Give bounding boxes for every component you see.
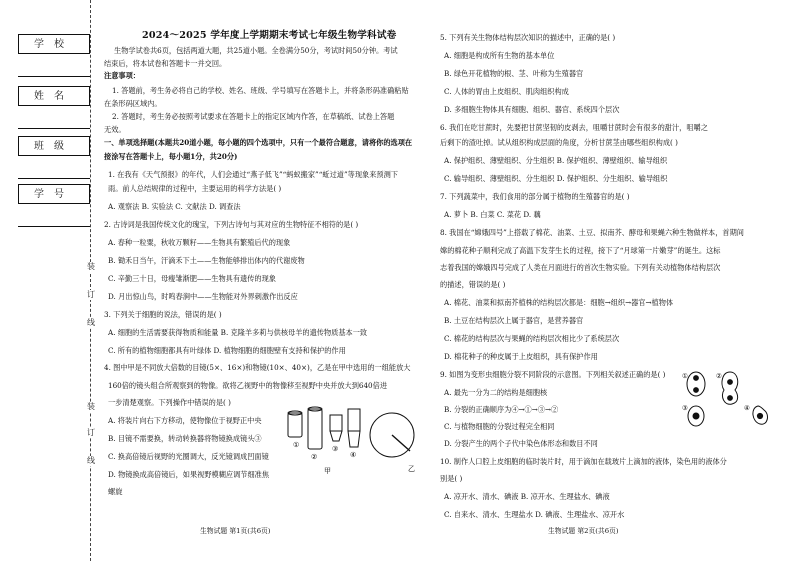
bind-word: 线 — [87, 456, 95, 465]
objective-long-icon — [348, 409, 360, 431]
notice-line: 在条形码区域内。 — [104, 99, 162, 108]
binding-dashed-line — [90, 0, 91, 561]
option-line: C. 辛勤三十日，母瘦雏渐肥——生物具有遗传的现象 — [108, 274, 276, 283]
figure-label: ② — [311, 453, 318, 461]
question-line: 1. 在我有《天气预报》的年代，人们会通过“燕子低飞”“蚂蚁搬家”“蚯过道”等现象来预测下 — [108, 170, 398, 179]
figure-label: ③ — [332, 445, 339, 453]
objective-short-icon — [330, 415, 342, 431]
bind-word: 装 — [87, 262, 95, 271]
question-line: 8. 我国在“嫦娥四号”上搭载了棉花、油菜、土豆、拟南芥、酵母和果蝇六种生物做样本，首期间 — [440, 228, 744, 237]
bind-word: 订 — [87, 428, 95, 437]
bind-word: 装 — [87, 402, 95, 411]
question-line: 5. 下列有关生物体结构层次知识的描述中，正确的是( ) — [440, 33, 616, 42]
option-line: C. 与植物细胞的分裂过程完全相同 — [444, 422, 555, 431]
figure-label: 乙 — [408, 465, 415, 473]
question-line: 9. 如图为变形虫细胞分裂不同阶段的示意图。下列相关叙述正确的是( ) — [440, 370, 666, 379]
bind-word: 线 — [87, 318, 95, 327]
student-id-write-line — [18, 226, 90, 227]
option-line: A. 春种一粒粟，秋收万颗籽——生物具有繁殖后代的现象 — [108, 238, 291, 247]
option-line: D. 棉花种子的种皮属于上皮组织，具有保护作用 — [444, 352, 598, 361]
question-line: 4. 图中甲是不同放大倍数的目镜(5×、16×)和物镜(10×、40×)，乙是在甲中选用的一组能放大 — [104, 363, 411, 372]
name-label: 姓名 — [18, 86, 90, 106]
option-line: B. 绿色开花植物的根、茎、叶称为生殖器官 — [444, 69, 584, 78]
question-line: 3. 下列关于细胞的说法，错误的是( ) — [104, 310, 222, 319]
page-footer: 生物试题 第2页(共6页) — [548, 527, 619, 535]
figure-label: ④ — [744, 404, 750, 412]
option-line: A. 萝卜 B. 白菜 C. 菜花 D. 藕 — [444, 210, 541, 219]
intro-line: 生物学试卷共6页，包括两道大题，共25道小题。全卷满分50分，考试时间50分钟。考试 — [114, 46, 398, 55]
question-line: 160倍的镜头组合所观察到的物像。欲将乙视野中的物像移至视野中央并放大到640倍进 — [108, 381, 388, 390]
school-label: 学校 — [18, 34, 90, 54]
figure-label: ④ — [350, 451, 357, 459]
question-line: 别是( ) — [440, 474, 463, 483]
option-line: B. 土豆在结构层次上属于器官，是营养器官 — [444, 316, 584, 325]
class-label: 班级 — [18, 136, 90, 156]
option-line: C. 棉花的结构层次与果蝇的结构层次相比少了系统层次 — [444, 334, 620, 343]
option-line: C. 换高倍镜后视野的光圈调大，反光镜调成凹面镜 — [108, 452, 269, 461]
option-line: B. 分裂的正确顺序为④→①→③→② — [444, 405, 559, 414]
question-line: 2. 古诗词是我国传统文化的瑰宝，下列古诗句与其对应的生物特征不相符的是( ) — [104, 220, 359, 229]
question-line: 雨。前人总结规律的过程中，主要运用的科学方法是( ) — [108, 184, 282, 193]
notice-line: 2. 答题时，考生务必按照考试要求在答题卡上的指定区域内作答，在草稿纸、试卷上答题 — [112, 112, 395, 121]
option-line: D. 多细胞生物体具有细胞、组织、器官、系统四个层次 — [444, 105, 620, 114]
option-line: A. 细胞是构成所有生物的基本单位 — [444, 51, 555, 60]
question-line: 一步清楚观察。下列操作中错误的是( ) — [108, 398, 231, 407]
notice-line: 1. 答题前，考生务必将自己的学校、姓名、班级、学号填写在答题卡上，并将条形码准确粘贴 — [112, 86, 409, 95]
figure-label: 甲 — [324, 467, 331, 475]
bind-word: 订 — [87, 290, 95, 299]
option-line: A. 细胞的生活需要获得物质和能量 B. 克隆羊多莉与供核母羊的遗传物质基本一致 — [108, 328, 368, 337]
page-footer: 生物试题 第1页(共6页) — [200, 527, 271, 535]
option-line: C. 所有的植物细胞都具有叶绿体 D. 植物细胞的细胞壁有支持和保护的作用 — [108, 346, 346, 355]
eyepiece-short-icon — [288, 413, 302, 437]
figure-label: ③ — [682, 404, 688, 412]
option-line: B. 目镜不需要换，转动转换器将物镜换成镜头③ — [108, 434, 262, 443]
option-line: D. 物镜换成高倍镜后，如果视野模糊应调节细准焦 — [108, 470, 270, 479]
section-heading: 一、单项选择题(本题共20道小题，每小题的四个选项中，只有一个最符合题意，请将你的选项在 — [104, 138, 413, 147]
option-line: A. 棉花、油菜和拟南芥植株的结构层次都是：细胞→组织→器官→植物体 — [444, 298, 674, 307]
option-line: A. 最先一分为二的结构是细胞核 — [444, 388, 548, 397]
question-line: 10. 制作人口腔上皮细胞的临时装片时，用于滴加在载玻片上滴加的液体，染色用的液体分 — [440, 457, 727, 466]
exam-title: 2024～2025 学年度上学期期末考试七年级生物学科试卷 — [142, 30, 397, 41]
exam-page-2 — [430, 0, 784, 561]
question-line: 志着我国的嫦娥四号完成了人类在月面进行的首次生物实验。下列有关动植物体结构层次 — [440, 263, 721, 272]
option-line: C. 输导组织、薄壁组织、分生组织 D. 保护组织、分生组织、输导组织 — [444, 174, 668, 183]
lens-figure — [284, 405, 420, 485]
binding-strip — [0, 0, 95, 561]
figure-label: ① — [682, 372, 688, 380]
figure-label: ② — [716, 372, 722, 380]
option-line: A. 保护组织、薄壁组织、分生组织 B. 保护组织、薄壁组织、输导组织 — [444, 156, 668, 165]
option-line: C. 人体的胃由上皮组织、肌肉组织构成 — [444, 87, 569, 96]
question-line: 嫦的棉花种子顺利完成了高温下发芽生长的过程，接下了“月球第一片嫩芽”的诞生。这标 — [440, 246, 721, 255]
option-line: B. 锄禾日当午，汗滴禾下土——生物能够排出体内的代谢废物 — [108, 256, 305, 265]
eyepiece-long-icon — [308, 409, 322, 449]
figure-label: ① — [293, 441, 300, 449]
school-write-line — [18, 76, 90, 77]
exam-page-1 — [104, 0, 422, 561]
option-line: A. 凉开水、清水、碘液 B. 凉开水、生理盐水、碘液 — [444, 492, 610, 501]
question-line: 后剩下的渣吐掉。试从组织构成层面的角度，分析甘蔗茎由哪些组织构成( ) — [440, 138, 678, 147]
option-line: C. 自来水、清水、生理盐水 D. 碘液、生理盐水、凉开水 — [444, 510, 625, 519]
class-write-line — [18, 178, 90, 179]
option-line: A. 观察法 B. 实验法 C. 文献法 D. 调查法 — [108, 202, 241, 211]
notice-title: 注意事项： — [104, 71, 140, 80]
section-heading: 接涂写在答题卡上，每小题1分，共20分) — [104, 152, 238, 161]
amoeba-division-figure — [680, 366, 772, 434]
question-line: 7. 下列蔬菜中，我们食用的部分属于植物的生殖器官的是( ) — [440, 192, 630, 201]
question-line: 的描述，错误的是( ) — [440, 280, 506, 289]
student-id-label: 学号 — [18, 184, 90, 204]
option-line: A. 将装片向右下方移动，使物像位于视野正中央 — [108, 416, 262, 425]
name-write-line — [18, 128, 90, 129]
option-line: D. 月出惊山鸟，时鸣春涧中——生物能对外界刺激作出反应 — [108, 292, 298, 301]
intro-line: 结束后，将本试卷和答题卡一并交回。 — [104, 59, 227, 68]
option-line: 螺旋 — [108, 487, 123, 496]
option-line: D. 分裂产生的两个子代中染色体形态和数目不同 — [444, 439, 598, 448]
notice-line: 无效。 — [104, 125, 126, 134]
question-line: 6. 我们在吃甘蔗时，先要把甘蔗坚韧的皮剥去，咀嚼甘蔗时会有很多的甜汁，咀嚼之 — [440, 123, 708, 132]
